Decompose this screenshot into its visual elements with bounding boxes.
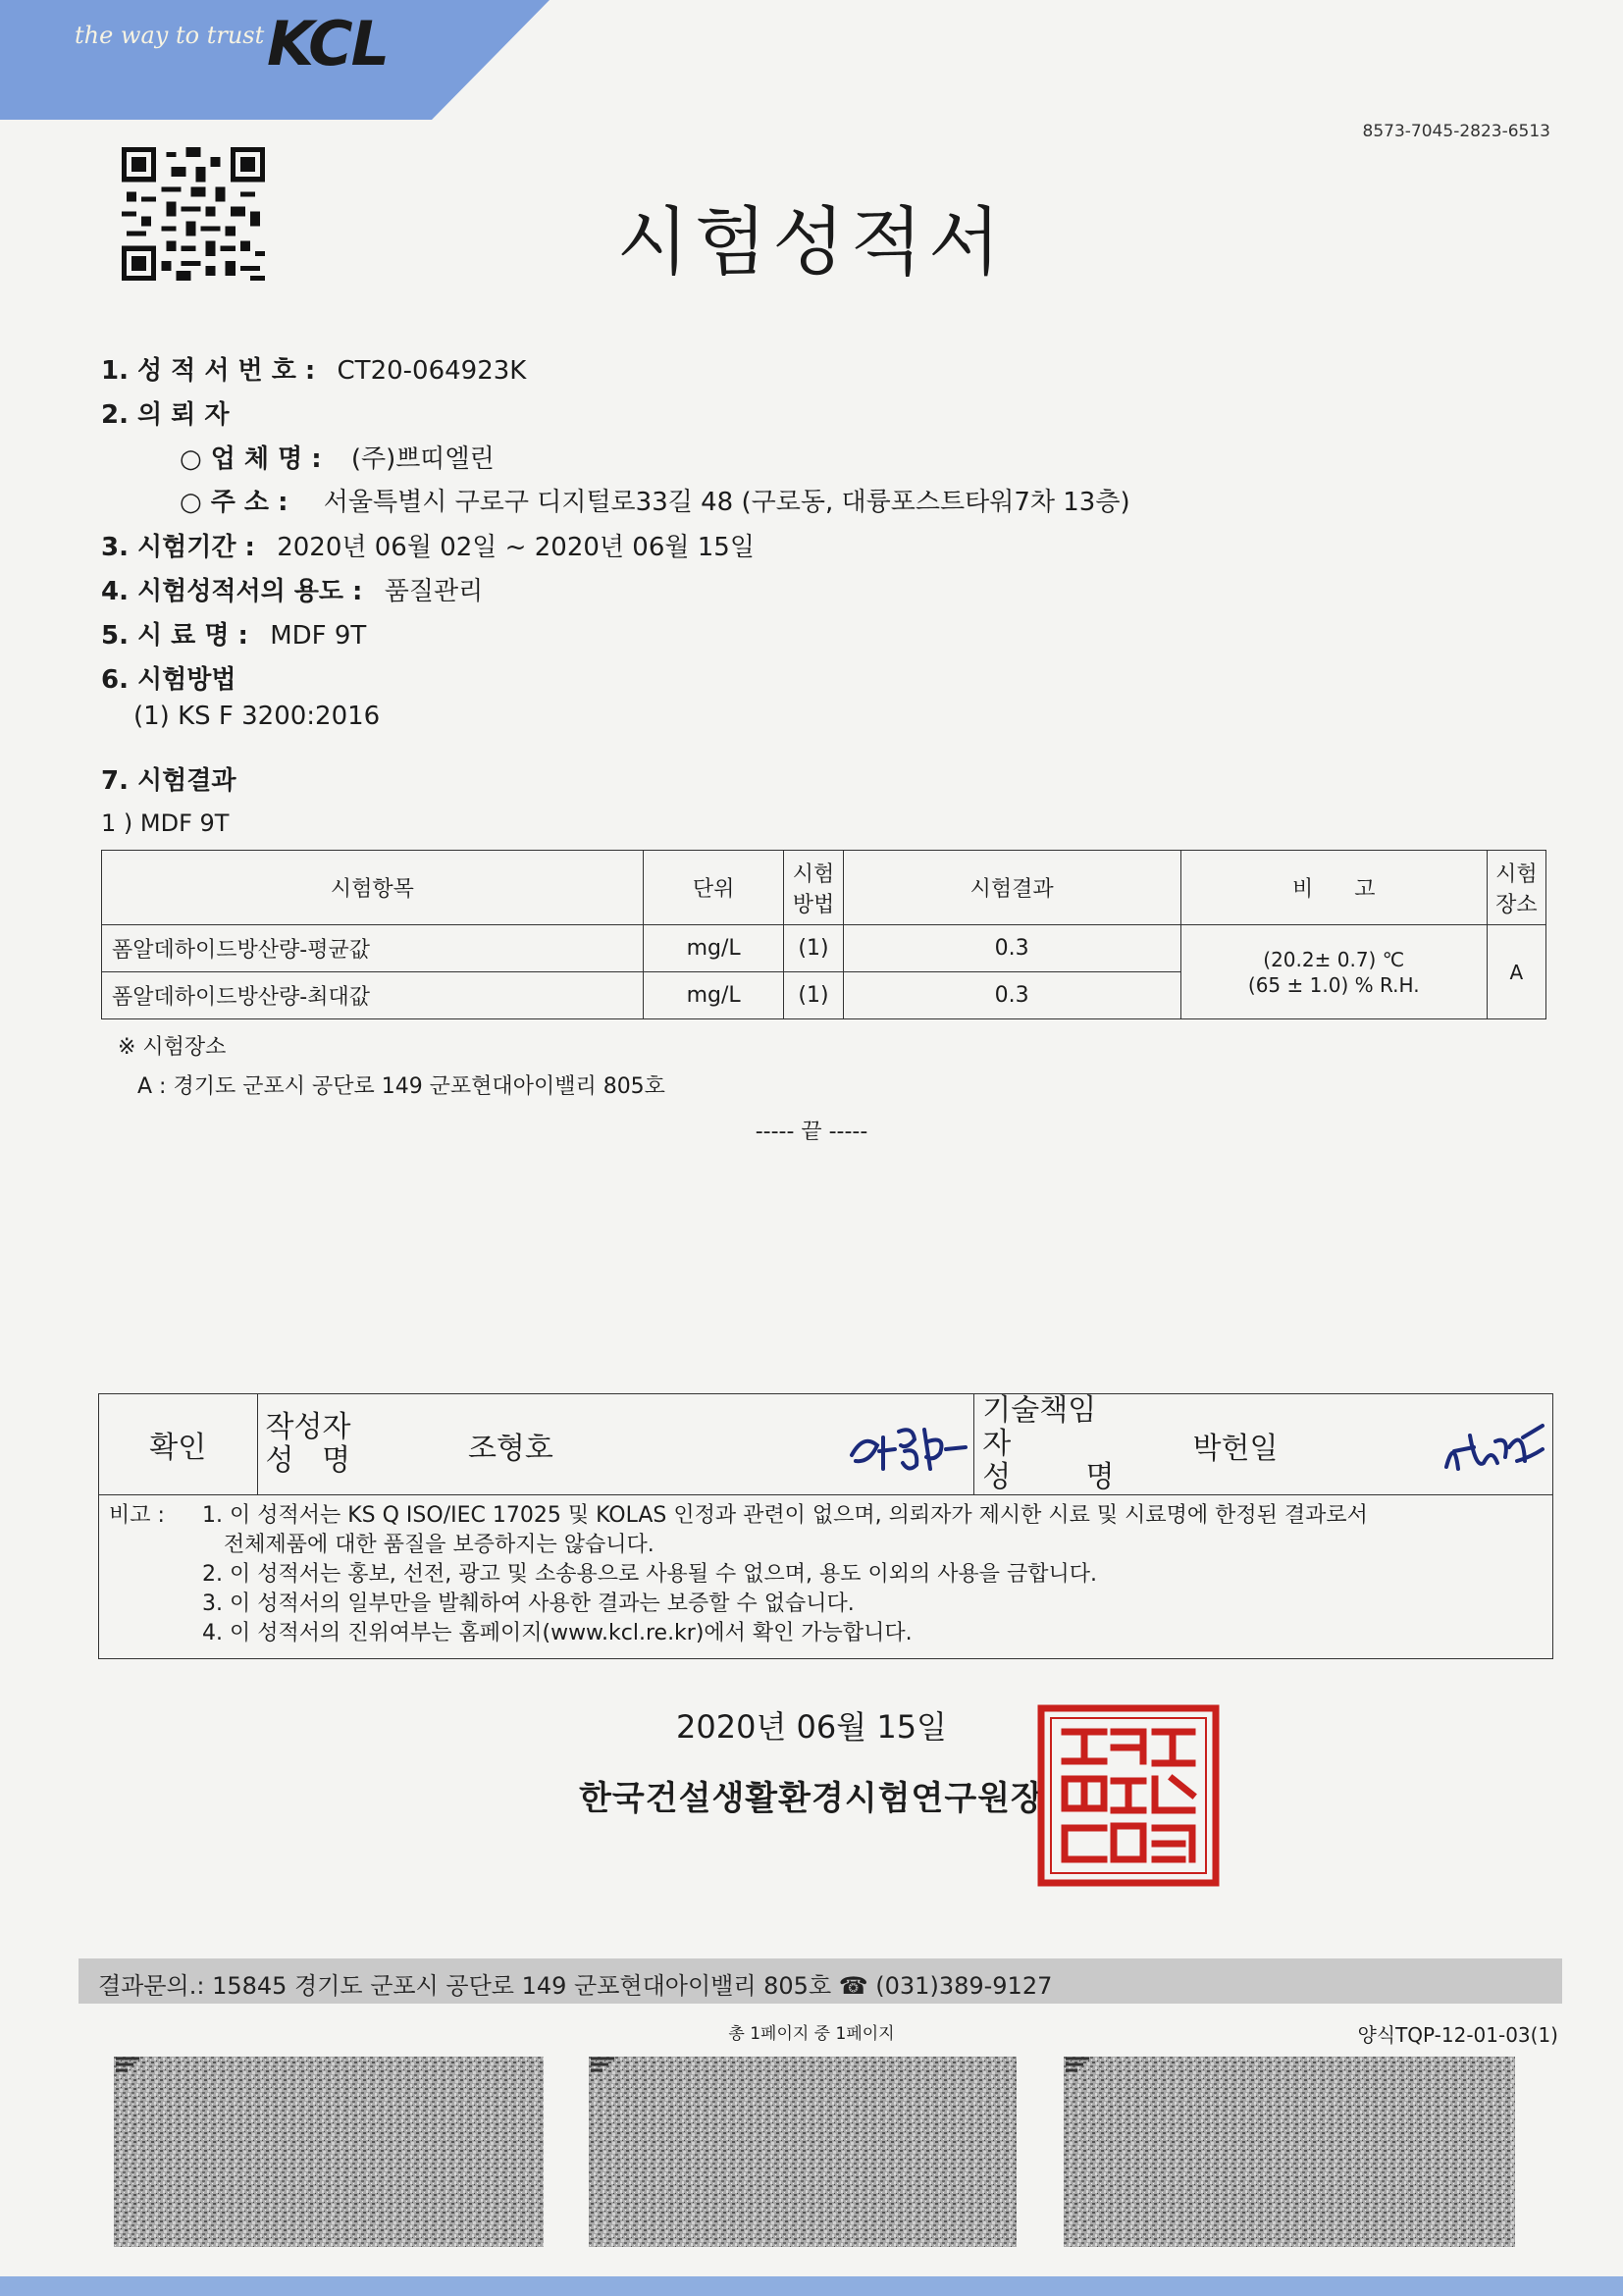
row-unit: mg/L	[643, 925, 783, 972]
header-remark: 비 고	[1180, 851, 1487, 925]
client-label: 2. 의 뢰 자	[101, 400, 230, 430]
signature-row	[99, 1394, 1553, 1495]
company-label: ○ 업 체 명 :	[180, 444, 322, 474]
period-row	[101, 527, 755, 563]
note-item: 3. 이 성적서의 일부만을 발췌하여 사용한 결과는 보증할 수 없습니다.	[202, 1592, 855, 1616]
header-result: 시험결과	[843, 851, 1180, 925]
confirm-label: 확인	[99, 1394, 258, 1495]
security-pattern-1	[114, 2057, 544, 2247]
address-label: ○ 주 소 :	[180, 488, 288, 517]
end-mark: ----- 끝 -----	[755, 1120, 868, 1144]
table-header-row	[102, 851, 1546, 925]
document-title: 시험성적서	[616, 198, 1007, 286]
contact-info: 결과문의.: 15845 경기도 군포시 공단로 149 군포현대아이밸리 805호 ☎ (031)389-9127	[98, 1972, 1053, 2000]
tech-cell	[1115, 1394, 1553, 1495]
results-label: 7. 시험결과	[101, 766, 236, 796]
header-test-item: 시험항목	[102, 851, 644, 925]
purpose-row	[101, 571, 483, 607]
page-count: 총 1페이지 중 1페이지	[728, 2024, 895, 2044]
form-code: 양식TQP-12-01-03(1)	[1357, 2023, 1558, 2047]
header-method: 시험 방법	[784, 851, 843, 925]
notes-row	[99, 1495, 1553, 1659]
row-unit: mg/L	[643, 972, 783, 1019]
organization-name: 한국건설생활환경시험연구원장	[579, 1779, 1044, 1818]
results-sub-label: 1 ) MDF 9T	[101, 809, 230, 837]
sample-value: MDF 9T	[270, 621, 367, 651]
note-item: 전체제품에 대한 품질을 보증하지는 않습니다.	[224, 1533, 654, 1557]
report-number-label: 1. 성 적 서 번 호 :	[101, 356, 316, 386]
author-signature-icon	[844, 1406, 971, 1485]
method-value: (1) KS F 3200:2016	[133, 702, 381, 731]
purpose-label: 4. 시험성적서의 용도 :	[101, 577, 363, 606]
header-slogan: the way to trust	[75, 22, 265, 49]
location-note: ※ 시험장소	[118, 1035, 227, 1060]
notes-label: 비고 :	[109, 1503, 165, 1528]
address-row	[180, 482, 1130, 518]
table-row	[102, 925, 1546, 972]
issue-date: 2020년 06월 15일	[676, 1708, 947, 1746]
note-item: 4. 이 성적서의 진위여부는 홈페이지(www.kcl.re.kr)에서 확인 가능합니다.	[202, 1621, 913, 1645]
report-number-value: CT20-064923K	[337, 356, 527, 386]
row-location: A	[1487, 925, 1545, 1019]
note-item: 2. 이 성적서는 홍보, 선전, 광고 및 소송용으로 사용될 수 없으며, 용도 이외의 사용을 금합니다.	[202, 1562, 1097, 1587]
row-item: 폼알데하이드방산량-평균값	[102, 925, 644, 972]
official-seal-icon	[1035, 1702, 1222, 1889]
company-value: (주)쁘띠엘린	[350, 444, 495, 474]
signature-table	[98, 1393, 1553, 1659]
period-label: 3. 시험기간 :	[101, 533, 255, 562]
tech-name: 박헌일	[1192, 1432, 1279, 1466]
sample-label: 5. 시 료 명 :	[101, 621, 248, 651]
row-result: 0.3	[843, 972, 1180, 1019]
address-value: 서울특별시 구로구 디지털로33길 48 (구로동, 대륭포스트타워7차 13층)	[323, 488, 1130, 517]
note-item: 1. 이 성적서는 KS Q ISO/IEC 17025 및 KOLAS 인정과 관련이 없으며, 의뢰자가 제시한 시료 및 시료명에 한정된 결과로서	[202, 1503, 1368, 1528]
author-label: 작성자 성 명	[257, 1394, 355, 1495]
row-remark: (20.2± 0.7) ℃ (65 ± 1.0) % R.H.	[1180, 925, 1487, 1019]
kcl-logo: KCL	[267, 8, 389, 79]
report-number-row	[101, 350, 526, 387]
author-cell	[355, 1394, 974, 1495]
results-table	[101, 850, 1546, 1019]
row-method: (1)	[784, 925, 843, 972]
tech-label: 기술책임자 성 명	[974, 1394, 1115, 1495]
notes-cell	[99, 1495, 1553, 1659]
security-pattern-2	[589, 2057, 1017, 2247]
sample-row	[101, 615, 366, 652]
company-row	[180, 439, 495, 475]
purpose-value: 품질관리	[384, 577, 484, 606]
header-location: 시험 장소	[1487, 851, 1545, 925]
author-name: 조형호	[467, 1432, 553, 1466]
serial-number: 8573-7045-2823-6513	[1362, 122, 1550, 141]
location-a: A : 경기도 군포시 공단로 149 군포현대아이밸리 805호	[137, 1074, 665, 1099]
bottom-band	[0, 2276, 1623, 2296]
tech-signature-icon	[1440, 1408, 1548, 1487]
header-unit: 단위	[643, 851, 783, 925]
row-result: 0.3	[843, 925, 1180, 972]
row-method: (1)	[784, 972, 843, 1019]
security-pattern-3	[1064, 2057, 1515, 2247]
period-value: 2020년 06월 02일 ~ 2020년 06월 15일	[277, 533, 755, 562]
method-label: 6. 시험방법	[101, 665, 236, 695]
row-item: 폼알데하이드방산량-최대값	[102, 972, 644, 1019]
